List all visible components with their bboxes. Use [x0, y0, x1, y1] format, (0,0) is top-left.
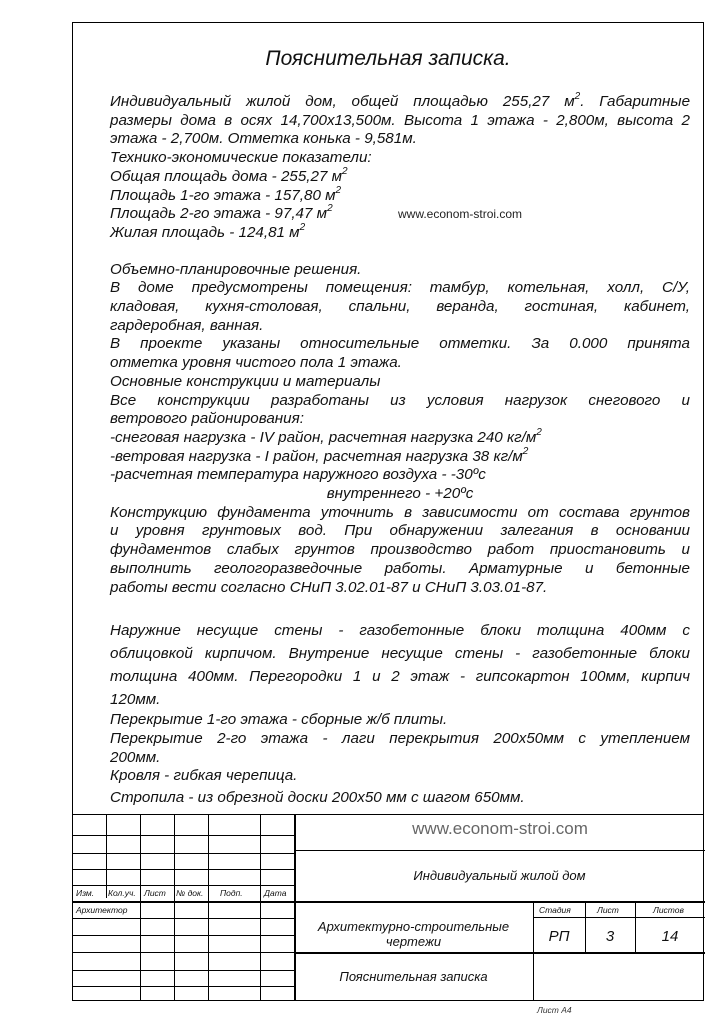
grid-line: [73, 901, 705, 903]
sheet-format: Лист А4: [537, 1005, 572, 1015]
grid-line: [73, 853, 294, 854]
spacer: [110, 597, 690, 619]
text-line: Наружние несущие стены - газобетонные блоки толщина 400мм с: [110, 622, 690, 640]
grid-line: [73, 918, 294, 919]
text-line: размеры дома в осях 14,700х13,500м. Высота 1 этажа - 2,800м, высота 2: [110, 111, 690, 129]
text-line: толщина 400мм. Перегородки 1 и 2 этаж - гипсокартон 100мм, кирпич: [110, 668, 690, 686]
section-title-2: чертежи: [385, 934, 442, 949]
grid-line: [73, 952, 294, 953]
text-line: В проекте указаны относительные отметки. За 0.000 принята: [110, 335, 690, 353]
col-label: Кол.уч.: [108, 888, 136, 898]
text-span: -снеговая нагрузка - IV район, расчетная нагрузка 240 кг/м: [110, 428, 537, 446]
indicator-floor1: [110, 184, 690, 206]
text-line: Перекрытие 1-го этажа - сборные ж/б плиты.: [110, 711, 448, 729]
text-line: Все конструкции разработаны из условия нагрузок снегового и: [110, 391, 690, 409]
text-line: В доме предусмотрены помещения: тамбур, котельная, холл, С/У,: [110, 279, 690, 297]
superscript: 2: [342, 165, 348, 177]
text-line: выполнить геологоразведочные работы. Арматурные и бетонные: [110, 559, 690, 577]
watermark: www.econom-stroi.com: [398, 207, 523, 221]
text-line: ветрового районирования:: [110, 410, 304, 428]
text-line: кладовая, кухня-столовая, спальни, веранда, гостиная, кабинет,: [110, 298, 690, 316]
wind-load: [110, 445, 690, 467]
project-name: Индивидуальный жилой дом: [413, 868, 586, 883]
page-title: Пояснительная записка.: [265, 47, 511, 70]
grid-line: [294, 850, 705, 851]
text-line: этажа - 2,700м. Отметка конька - 9,581м.: [110, 130, 417, 148]
stage-value: РП: [548, 928, 570, 945]
temp-outside: -расчетная температура наружного воздуха - -30ºс: [110, 466, 486, 484]
text-line: Перекрытие 2-го этажа - лаги перекрытия 200х50мм с утеплением: [110, 729, 690, 747]
grid-line: [140, 815, 141, 1001]
text-span: Общая площадь дома - 255,27 м: [110, 167, 343, 185]
stamp-watermark: www.econom-stroi.com: [412, 819, 588, 838]
superscript: 2: [536, 426, 542, 438]
grid-line: [73, 970, 294, 971]
indicators-heading: Технико-экономические показатели:: [110, 149, 372, 167]
drawing-sheet: [72, 22, 704, 1001]
text-span: Жилая площадь - 124,81 м: [110, 223, 300, 241]
document-body: [110, 93, 690, 808]
indicator-total: [110, 165, 690, 187]
sheets-label: Листов: [653, 905, 684, 915]
document-title: Пояснительная записка: [339, 969, 488, 984]
superscript: 2: [327, 203, 333, 215]
section-title-1: Архитектурно-строительные: [317, 919, 510, 934]
text-line: отметка уровня чистого пола 1 этажа.: [110, 354, 402, 372]
grid-line: [533, 901, 534, 1001]
col-label: Изм.: [76, 888, 95, 898]
grid-line: [73, 869, 294, 870]
spacer: [110, 243, 690, 261]
grid-line: [73, 935, 294, 936]
text-span: -ветровая нагрузка - I район, расчетная нагрузка 38 кг/м: [110, 447, 523, 465]
text-span: . Габаритные: [580, 93, 691, 110]
superscript: 2: [335, 184, 342, 196]
text-line: работы вести согласно СНиП 3.02.01-87 и СНиП 3.03.01-87.: [110, 578, 548, 596]
indicator-living: [110, 221, 690, 243]
walls-block: [110, 619, 690, 711]
text-line: гардеробная, ванная.: [110, 316, 264, 334]
temp-inside: внутреннего - +20ºс: [326, 485, 474, 503]
planning-heading: Объемно-планировочные решения.: [110, 260, 362, 278]
col-label: Дата: [264, 888, 287, 898]
col-label: Лист: [144, 888, 166, 898]
grid-line: [208, 815, 209, 1001]
text-span: Площадь 1-го этажа - 157,80 м: [110, 186, 336, 204]
grid-line: [73, 885, 294, 886]
grid-line: [294, 952, 705, 954]
text-line: [110, 93, 690, 112]
text-line: 120мм.: [110, 691, 161, 709]
role-label: Архитектор: [76, 905, 128, 915]
text-span: Индивидуальный жилой дом, общей площадью 255,27 м: [110, 93, 575, 110]
superscript: 2: [574, 91, 581, 102]
structures-heading: Основные конструкции и материалы: [110, 372, 381, 390]
stage-label: Стадия: [539, 905, 571, 915]
sheets-value: 14: [661, 928, 679, 945]
text-line: Стропила - из обрезной доски 200х50 мм с шагом 650мм.: [110, 789, 525, 807]
text-line: Конструкцию фундамента уточнить в зависимости от состава грунтов: [110, 503, 690, 521]
col-label: Подп.: [220, 888, 243, 898]
snow-load: [110, 426, 690, 448]
grid-line: [174, 815, 175, 1001]
text-line: 200мм.: [110, 748, 161, 766]
text-line: и уровня грунтовых вод. При обнаружении залегания в основании: [110, 522, 690, 540]
sheet-label: Лист: [597, 905, 619, 915]
text-line: фундаментов слабых грунтов производство работ приостановить и: [110, 541, 690, 559]
grid-line: [260, 815, 261, 1001]
grid-line: [73, 835, 294, 836]
text-span: Площадь 2-го этажа - 97,47 м: [110, 205, 328, 223]
text-line: Кровля - гибкая черепица.: [110, 767, 298, 785]
title-block: [73, 814, 703, 1000]
superscript: 2: [299, 221, 306, 233]
text-line: облицовкой кирпичом. Внутрение несущие стены - газобетонные блоки: [110, 645, 690, 663]
grid-line: [533, 917, 705, 918]
grid-line: [73, 986, 294, 987]
col-label: № док.: [176, 888, 204, 898]
superscript: 2: [522, 445, 529, 457]
sheet-value: 3: [605, 928, 615, 945]
